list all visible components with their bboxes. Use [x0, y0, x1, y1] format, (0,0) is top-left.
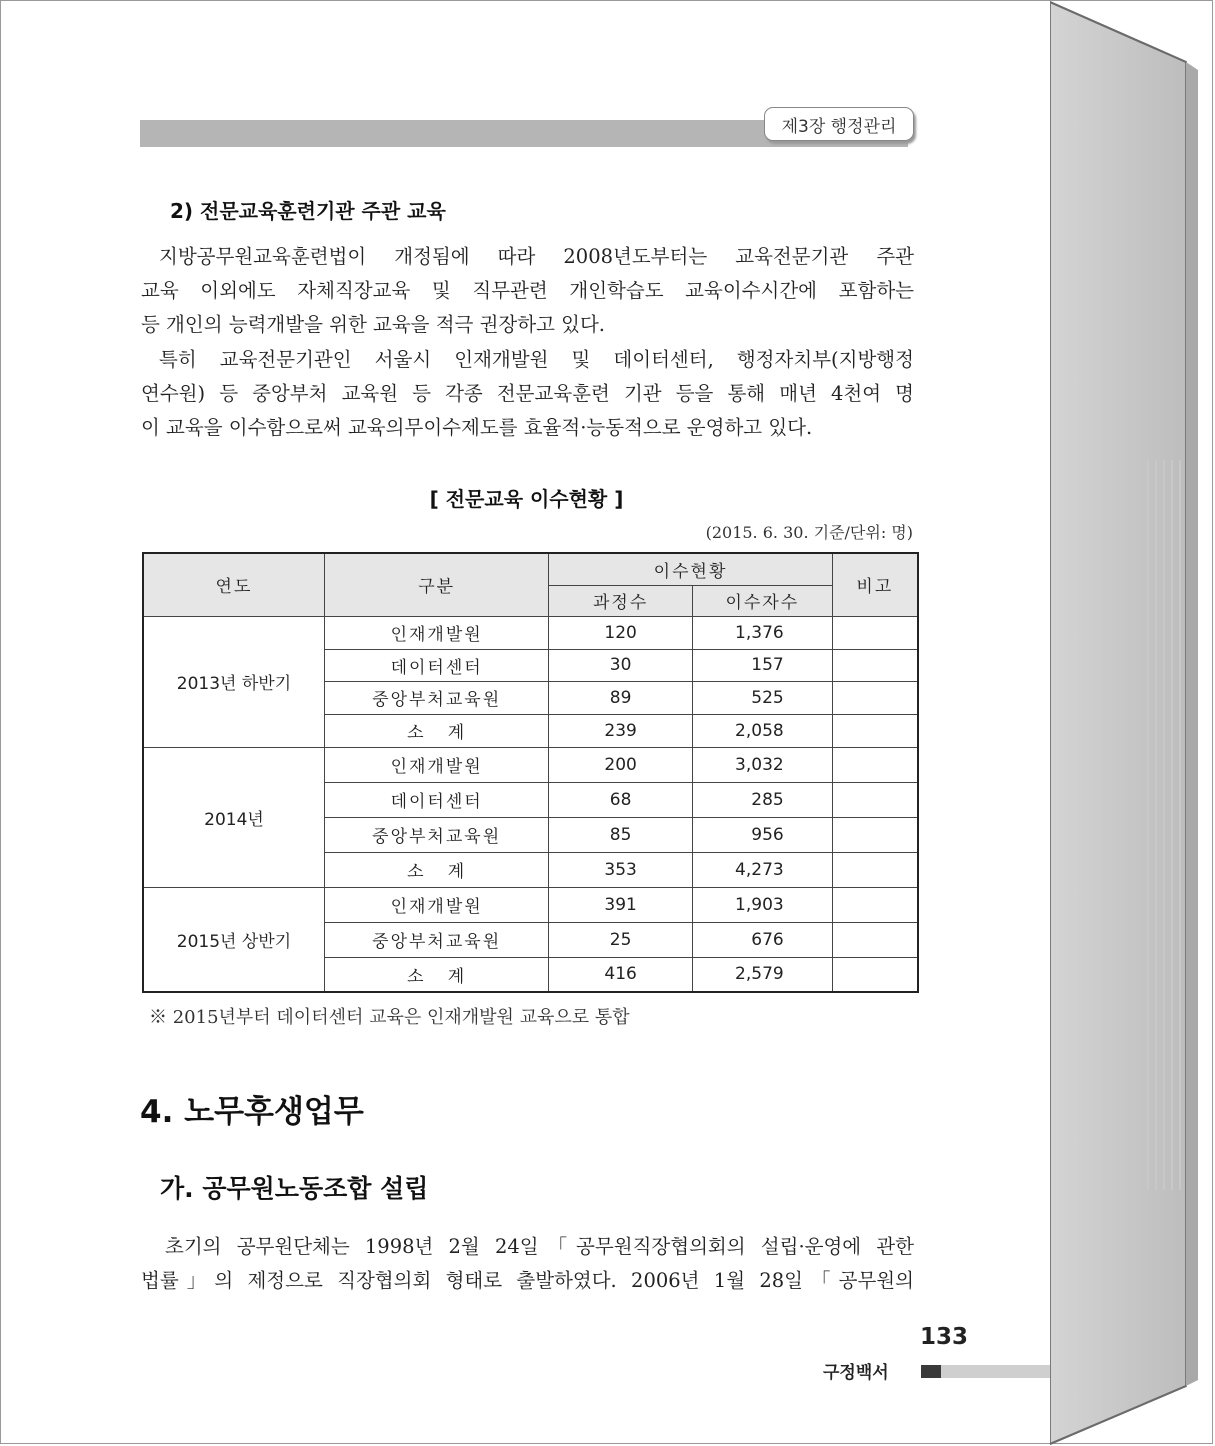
courses-cell: 391 [549, 887, 693, 922]
people-cell: 676 [692, 922, 832, 957]
people-cell: 4,273 [692, 852, 832, 887]
courses-cell: 25 [549, 922, 693, 957]
paragraph-line: 교육 이외에도 자체직장교육 및 직무관련 개인학습도 교육이수시간에 포함하는 [141, 279, 914, 302]
paragraph-line: 특히 교육전문기관인 서울시 인재개발원 및 데이터센터, 행정자치부(지방행정 [159, 348, 914, 371]
paragraph-2 [141, 343, 914, 445]
people-cell: 3,032 [692, 747, 832, 782]
category-cell: 인재개발원 [324, 887, 548, 922]
courses-cell: 200 [549, 747, 693, 782]
remarks-cell [832, 817, 918, 852]
paragraph-3 [141, 1230, 914, 1298]
table-row [143, 887, 918, 922]
people-cell: 1,376 [692, 616, 832, 649]
footer-bar-light [941, 1365, 1052, 1378]
category-cell: 소 계 [324, 714, 548, 747]
remarks-cell [832, 852, 918, 887]
paragraph-line: 연수원) 등 중앙부처 교육원 등 각종 전문교육훈련 기관 등을 통해 매년 4천여 명 [141, 382, 914, 405]
remarks-cell [832, 887, 918, 922]
year-cell: 2014년 [143, 747, 324, 887]
paragraph-line: 법률」의 제정으로 직장협의회 형태로 출발하였다. 2006년 1월 28일「공무원의 [141, 1269, 914, 1292]
year-cell: 2015년 상반기 [143, 887, 324, 992]
remarks-cell [832, 747, 918, 782]
paragraph-line: 초기의 공무원단체는 1998년 2월 24일「공무원직장협의회의 설립·운영에 관한 [165, 1235, 914, 1258]
remarks-cell [832, 681, 918, 714]
category-cell: 데이터센터 [324, 649, 548, 681]
section-subheading: 2) 전문교육훈련기관 주관 교육 [170, 199, 446, 223]
remarks-cell [832, 957, 918, 992]
paragraph-1 [141, 240, 914, 342]
footer-bar-dark [921, 1365, 941, 1378]
paragraph-line: 지방공무원교육훈련법이 개정됨에 따라 2008년도부터는 교육전문기관 주관 [159, 245, 914, 268]
people-cell: 525 [692, 681, 832, 714]
book-title: 구정백서 [823, 1363, 889, 1383]
section-subheading-2: 가. 공무원노동조합 설립 [160, 1174, 429, 1203]
paragraph-line: 이 교육을 이수함으로써 교육의무이수제도를 효율적·능동적으로 운영하고 있다. [141, 416, 813, 439]
courses-cell: 416 [549, 957, 693, 992]
courses-cell: 239 [549, 714, 693, 747]
category-cell: 중앙부처교육원 [324, 681, 548, 714]
category-cell: 소 계 [324, 957, 548, 992]
book-page-edges [1050, 0, 1215, 1446]
remarks-cell [832, 714, 918, 747]
paragraph-line: 등 개인의 능력개발을 위한 교육을 적극 권장하고 있다. [141, 313, 606, 336]
courses-cell: 68 [549, 782, 693, 817]
people-cell: 285 [692, 782, 832, 817]
header-courses: 과정수 [549, 585, 693, 616]
remarks-cell [832, 922, 918, 957]
category-cell: 중앙부처교육원 [324, 922, 548, 957]
page-number: 133 [920, 1324, 969, 1350]
table-unit-note: (2015. 6. 30. 기준/단위: 명) [705, 523, 913, 542]
year-cell: 2013년 하반기 [143, 616, 324, 747]
document-page [2, 2, 1053, 1443]
table-row [143, 747, 918, 782]
section-heading: 4. 노무후생업무 [140, 1094, 364, 1130]
people-cell: 2,579 [692, 957, 832, 992]
people-cell: 157 [692, 649, 832, 681]
category-cell: 데이터센터 [324, 782, 548, 817]
courses-cell: 30 [549, 649, 693, 681]
people-cell: 956 [692, 817, 832, 852]
table-row [143, 616, 918, 649]
courses-cell: 120 [549, 616, 693, 649]
header-year: 연도 [143, 553, 324, 616]
courses-cell: 85 [549, 817, 693, 852]
header-status: 이수현황 [549, 553, 832, 585]
header-people: 이수자수 [692, 585, 832, 616]
education-table [142, 552, 919, 993]
remarks-cell [832, 782, 918, 817]
remarks-cell [832, 649, 918, 681]
remarks-cell [832, 616, 918, 649]
people-cell: 1,903 [692, 887, 832, 922]
category-cell: 인재개발원 [324, 747, 548, 782]
chapter-tab: 제3장 행정관리 [764, 107, 914, 141]
header-category: 구분 [324, 553, 548, 616]
courses-cell: 89 [549, 681, 693, 714]
header-remarks: 비고 [832, 553, 918, 616]
category-cell: 소 계 [324, 852, 548, 887]
people-cell: 2,058 [692, 714, 832, 747]
category-cell: 중앙부처교육원 [324, 817, 548, 852]
courses-cell: 353 [549, 852, 693, 887]
table-title: [ 전문교육 이수현황 ] [429, 487, 624, 511]
category-cell: 인재개발원 [324, 616, 548, 649]
table-footnote: ※ 2015년부터 데이터센터 교육은 인재개발원 교육으로 통합 [149, 1007, 630, 1028]
